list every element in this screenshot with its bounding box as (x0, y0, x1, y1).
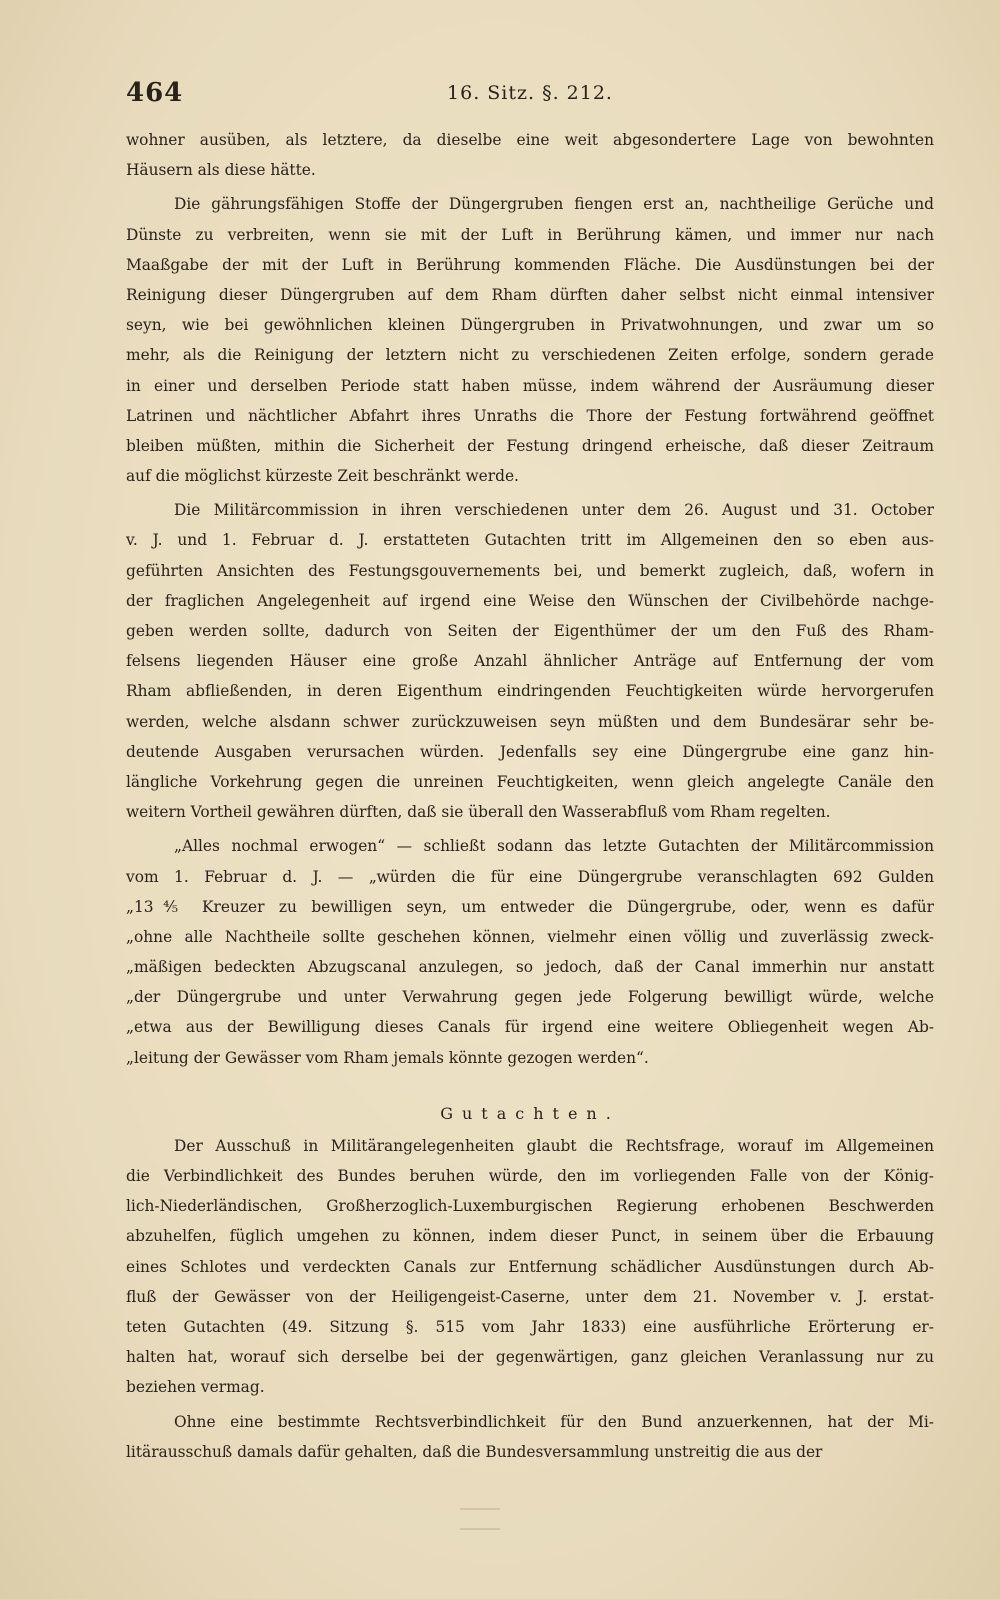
text-line: mehr, als die Reinigung der letztern nicht zu verschiedenen Zeiten erfolge, sondern gerade (126, 346, 934, 365)
text-line: lich-Niederländischen, Großherzoglich-Luxemburgischen Regierung erhobenen Beschwerden (126, 1197, 934, 1216)
text-line: beziehen vermag. (126, 1378, 265, 1397)
text-line: „13⅘ Kreuzer zu bewilligen seyn, um entweder die Düngergrube, oder, wenn es dafür (126, 897, 934, 916)
text-line: v. J. und 1. Februar d. J. erstatteten Gutachten tritt im Allgemeinen den so eben aus- (126, 531, 934, 550)
text-line: „mäßigen bedeckten Abzugscanal anzulegen, so jedoch, daß der Canal immerhin nur anstatt (126, 958, 934, 977)
text-line: halten hat, worauf sich derselbe bei der gegenwärtigen, ganz gleichen Veranlassung nur zu (126, 1348, 934, 1367)
text-line: seyn, wie bei gewöhnlichen kleinen Düngergruben in Privatwohnungen, und zwar um so (126, 316, 934, 335)
text-line: Der Ausschuß in Militärangelegenheiten glaubt die Rechtsfrage, worauf im Allgemeinen (174, 1136, 934, 1155)
text-line: Häusern als diese hätte. (126, 161, 316, 180)
text-line: Latrinen und nächtlicher Abfahrt ihres Unraths die Thore der Festung fortwährend geöffnet (126, 406, 934, 425)
text-line: auf die möglichst kürzeste Zeit beschränkt werde. (126, 467, 519, 486)
page-header (126, 78, 934, 118)
text-line: „leitung der Gewässer vom Rham jemals könnte gezogen werden“. (126, 1048, 649, 1067)
text-line: weitern Vortheil gewähren dürften, daß sie überall den Wasserabfluß vom Rham regelten. (126, 803, 831, 822)
text-line: vom 1. Februar d. J. — „würden die für eine Düngergrube veranschlagten 692 Gulden (126, 867, 934, 886)
text-line: werden, welche alsdann schwer zurückzuweisen seyn müßten und dem Bundesärar sehr be- (126, 712, 934, 731)
text-line: Die gährungsfähigen Stoffe der Düngergruben fiengen erst an, nachtheilige Gerüche und (174, 195, 934, 214)
text-line: geben werden sollte, dadurch von Seiten der Eigenthümer der um den Fuß des Rham- (126, 622, 934, 640)
body-text (126, 125, 934, 1471)
text-line: Maaßgabe der mit der Luft in Berührung kommenden Fläche. Die Ausdünstungen bei der (126, 255, 934, 274)
text-line: felsens liegenden Häuser eine große Anzahl ähnlicher Anträge auf Entfernung der vom (126, 652, 934, 671)
text-line: Reinigung dieser Düngergruben auf dem Rham dürften daher selbst nicht einmal intensiver (126, 285, 934, 304)
text-line: der fraglichen Angelegenheit auf irgend eine Weise den Wünschen der Civilbehörde nachge- (126, 591, 934, 610)
text-line: fluß der Gewässer von der Heiligengeist-Caserne, unter dem 21. November v. J. erstat- (126, 1287, 934, 1306)
text-line: deutende Ausgaben verursachen würden. Jedenfalls sey eine Düngergrube eine ganz hin- (126, 742, 934, 761)
bottom-ornament (460, 1508, 500, 1530)
text-line: abzuhelfen, füglich umgehen zu können, indem dieser Punct, in seinem über die Erbauung (126, 1227, 934, 1246)
text-line: Ohne eine bestimmte Rechtsverbindlichkeit für den Bund anzuerkennen, hat der Mi- (174, 1412, 934, 1431)
text-line: „der Düngergrube und unter Verwahrung gegen jede Folgerung bewilligt würde, welche (126, 988, 934, 1007)
text-line: teten Gutachten (49. Sitzung §. 515 vom Jahr 1833) eine ausführliche Erörterung er- (126, 1317, 934, 1336)
text-line: bleiben müßten, mithin die Sicherheit der Festung dringend erheische, daß dieser Zeitraum (126, 436, 934, 455)
text-line: die Verbindlichkeit des Bundes beruhen würde, den im vorliegenden Falle von der König- (126, 1167, 934, 1185)
text-line: „etwa aus der Bewilligung dieses Canals für irgend eine weitere Obliegenheit wegen Ab- (126, 1018, 934, 1037)
text-line: in einer und derselben Periode statt haben müsse, indem während der Ausräumung dieser (126, 376, 934, 395)
text-line: „ohne alle Nachtheile sollte geschehen können, vielmehr einen völlig und zuverlässig zweck- (126, 927, 934, 946)
text-line: litärausschuß damals dafür gehalten, daß die Bundesversammlung unstreitig die aus der (126, 1442, 823, 1461)
text-line: Dünste zu verbreiten, wenn sie mit der Luft in Berührung kämen, und immer nur nach (126, 225, 934, 244)
page-number: 464 (126, 78, 184, 108)
text-line: wohner ausüben, als letztere, da dieselbe eine weit abgesondertere Lage von bewohnten (126, 131, 934, 149)
section-heading: Gutachten. (440, 1103, 620, 1123)
running-head: 16. Sitz. §. 212. (447, 82, 613, 104)
text-line: Rham abfließenden, in deren Eigenthum eindringenden Feuchtigkeiten würde hervorgerufen (126, 682, 934, 701)
text-line: „Alles nochmal erwogen“ — schließt sodann das letzte Gutachten der Militärcommission (174, 837, 934, 856)
text-line: geführten Ansichten des Festungsgouvernements bei, und bemerkt zugleich, daß, wofern in (126, 561, 934, 580)
text-line: längliche Vorkehrung gegen die unreinen Feuchtigkeiten, wenn gleich angelegte Canäle den (126, 772, 934, 791)
text-line: eines Schlotes und verdeckten Canals zur Entfernung schädlicher Ausdünstungen durch Ab- (126, 1257, 934, 1276)
text-line: Die Militärcommission in ihren verschiedenen unter dem 26. August und 31. October (174, 501, 934, 520)
